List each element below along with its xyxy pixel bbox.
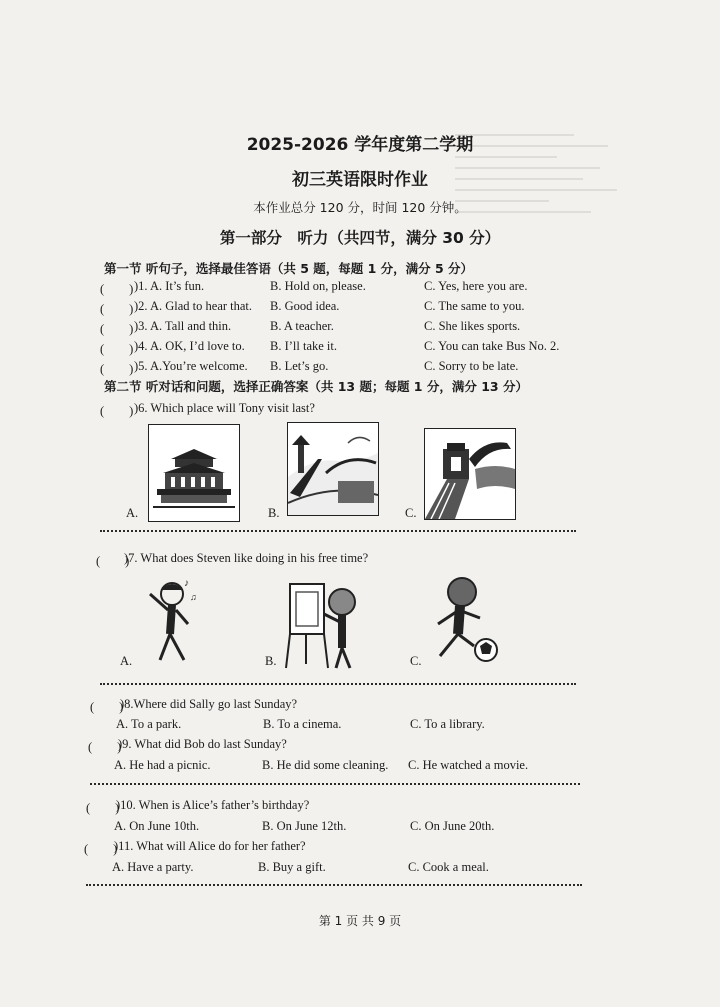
- option-c: C. Sorry to be late.: [424, 359, 519, 373]
- option-a: A. He had a picnic.: [114, 758, 211, 772]
- question-stem-option-a: )2. A. Glad to hear that.: [134, 299, 253, 313]
- option-a-label: A.: [120, 654, 133, 668]
- question-stem: )8.Where did Sally go last Sunday?: [120, 697, 298, 711]
- option-b: B. To a cinema.: [263, 717, 342, 731]
- dotted-divider: [86, 884, 582, 886]
- page-number: 第 1 页 共 9 页: [318, 914, 402, 928]
- option-b: B. Buy a gift.: [258, 860, 326, 874]
- option-b: B. Good idea.: [270, 299, 340, 313]
- dotted-divider: [90, 783, 580, 785]
- option-b: B. Let’s go.: [270, 359, 329, 373]
- exam-intro: 本作业总分 120 分，时间 120 分钟。: [253, 200, 467, 215]
- football-boy-icon: [424, 574, 500, 664]
- dotted-divider: [100, 530, 576, 532]
- answer-blank[interactable]: ( ): [88, 740, 122, 754]
- bridge-icon: [288, 423, 378, 515]
- part-one-title: 第一部分 听力（共四节，满分 30 分）: [219, 229, 501, 247]
- svg-text:♫: ♫: [190, 592, 197, 602]
- svg-text:♪: ♪: [184, 578, 189, 589]
- palace-picture: [148, 424, 240, 522]
- great-wall-icon: [425, 429, 515, 519]
- option-b-label: B.: [265, 654, 277, 668]
- option-c: C. You can take Bus No. 2.: [424, 339, 560, 353]
- option-c: C. To a library.: [410, 717, 485, 731]
- bridge-picture: [287, 422, 379, 516]
- answer-blank[interactable]: ( ): [100, 404, 134, 418]
- question-stem-option-a: )3. A. Tall and thin.: [134, 319, 232, 333]
- answer-blank[interactable]: ( ): [100, 282, 134, 296]
- answer-blank[interactable]: ( ): [100, 322, 134, 336]
- option-b: B. Hold on, please.: [270, 279, 366, 293]
- option-c: C. On June 20th.: [410, 819, 495, 833]
- answer-blank[interactable]: ( ): [96, 554, 130, 568]
- question-stem: )6. Which place will Tony visit last?: [134, 401, 315, 415]
- option-c-label: C.: [410, 654, 422, 668]
- question-stem: )11. What will Alice do for her father?: [114, 839, 306, 853]
- option-b-label: B.: [268, 506, 280, 520]
- option-b: B. He did some cleaning.: [262, 758, 389, 772]
- answer-blank[interactable]: ( ): [90, 700, 124, 714]
- question-stem: )10. When is Alice’s father’s birthday?: [116, 798, 310, 812]
- option-a: A. On June 10th.: [114, 819, 200, 833]
- answer-blank[interactable]: ( ): [100, 342, 134, 356]
- option-c: C. The same to you.: [424, 299, 525, 313]
- option-a: A. Have a party.: [112, 860, 194, 874]
- answer-blank[interactable]: ( ): [86, 801, 120, 815]
- palace-icon: [149, 425, 239, 521]
- option-b: B. On June 12th.: [262, 819, 347, 833]
- section2-heading: 第二节 听对话和问题，选择正确答案（共 13 题；每题 1 分，满分 13 分）: [104, 379, 528, 394]
- question-stem-option-a: )1. A. It’s fun.: [134, 279, 205, 293]
- answer-blank[interactable]: ( ): [100, 302, 134, 316]
- option-b: B. I’ll take it.: [270, 339, 337, 353]
- painting-boy-icon: [284, 578, 364, 670]
- option-a: A. To a park.: [116, 717, 182, 731]
- option-c: C. Cook a meal.: [408, 860, 489, 874]
- option-c: C. She likes sports.: [424, 319, 521, 333]
- question-stem-option-a: )5. A.You’re welcome.: [134, 359, 248, 373]
- exam-title: 初三英语限时作业: [292, 170, 428, 190]
- option-c-label: C.: [405, 506, 417, 520]
- question-stem: )7. What does Steven like doing in his free time?: [124, 551, 369, 565]
- answer-blank[interactable]: ( ): [84, 842, 118, 856]
- option-a-label: A.: [126, 506, 139, 520]
- dotted-divider: [100, 683, 576, 685]
- answer-blank[interactable]: ( ): [100, 362, 134, 376]
- singing-boy-icon: [140, 576, 200, 666]
- question-stem: )9. What did Bob do last Sunday?: [118, 737, 287, 751]
- term-title: 2025-2026 学年度第二学期: [246, 135, 474, 155]
- question-stem-option-a: )4. A. OK, I’d love to.: [134, 339, 245, 353]
- section1-heading: 第一节 听句子，选择最佳答语（共 5 题，每题 1 分，满分 5 分）: [104, 261, 474, 276]
- option-b: B. A teacher.: [270, 319, 334, 333]
- great-wall-picture: [424, 428, 516, 520]
- option-c: C. He watched a movie.: [408, 758, 529, 772]
- option-c: C. Yes, here you are.: [424, 279, 528, 293]
